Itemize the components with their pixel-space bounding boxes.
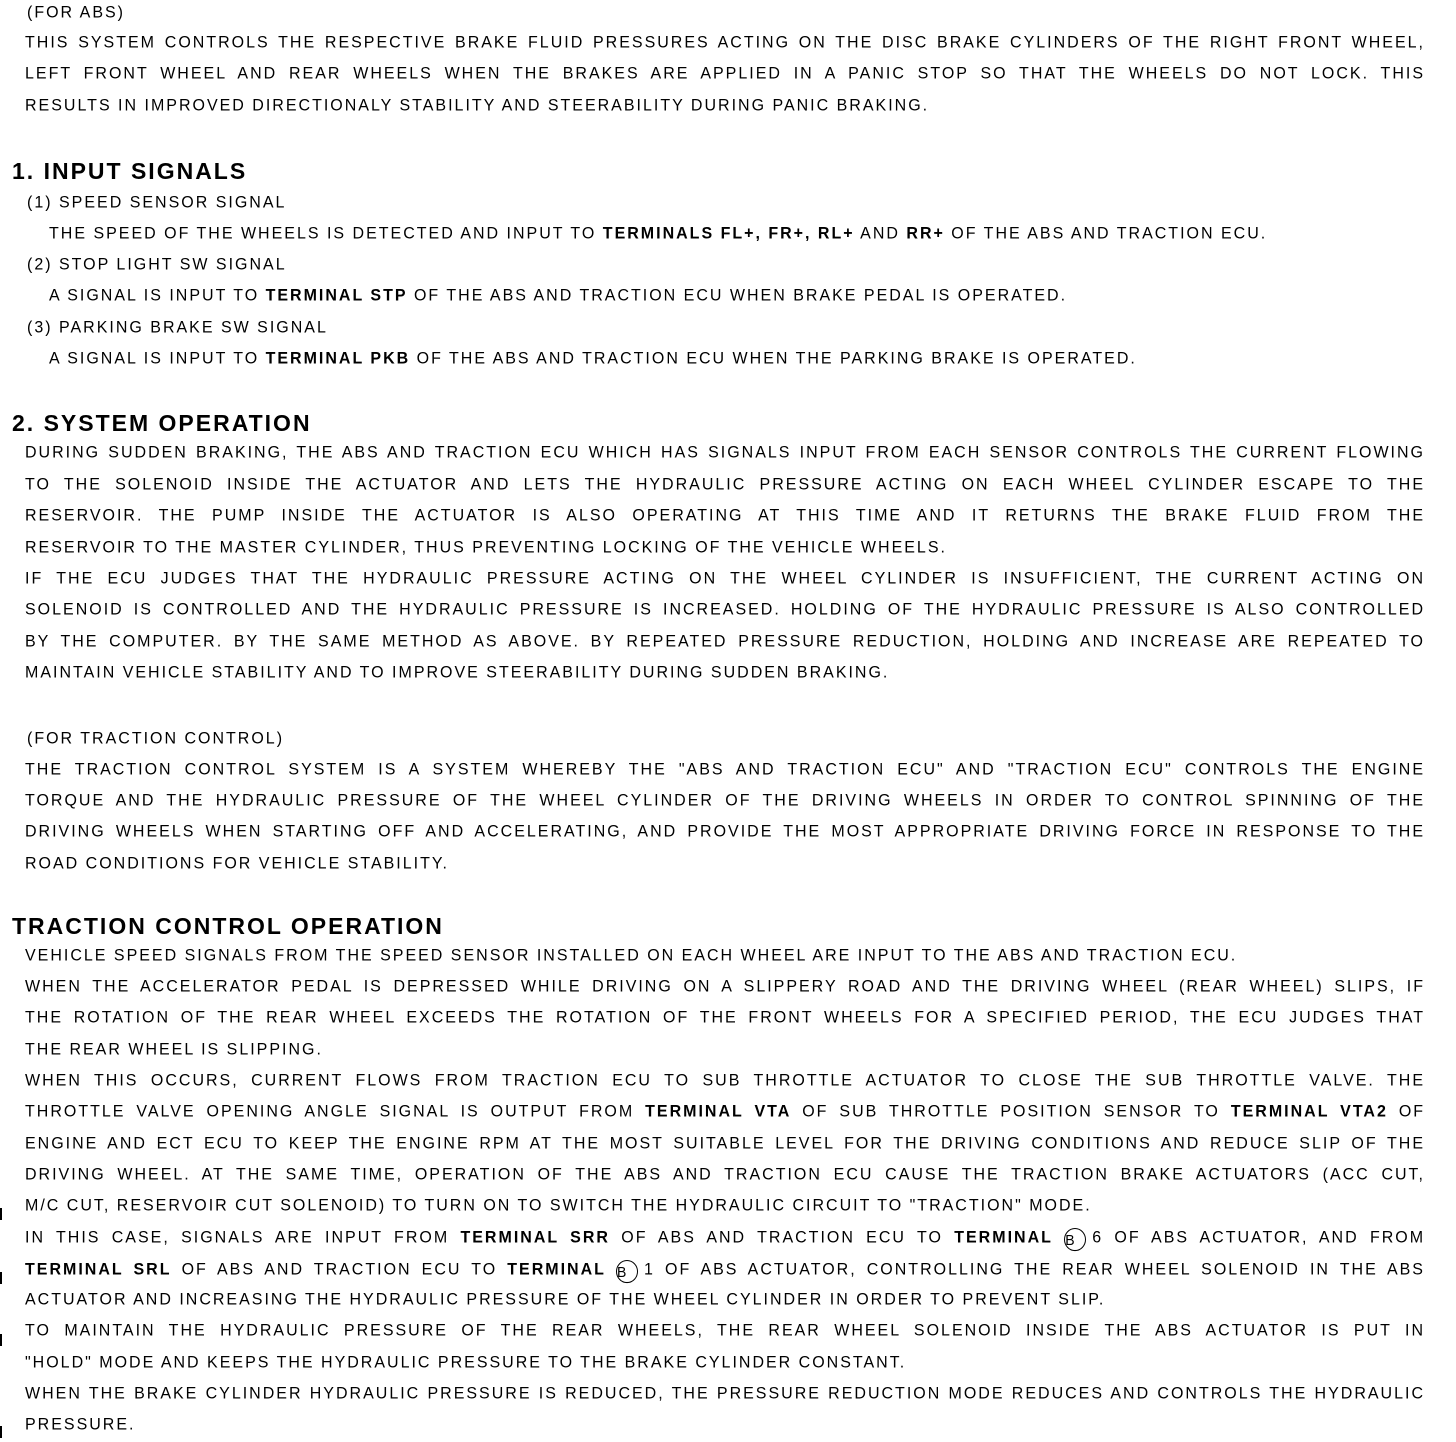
sysop-line-6: SOLENOID IS CONTROLLED AND THE HYDRAULIC PRESSURE IS INCREASED. HOLDING OF THE HYDRAULIC PRESSURE IS ALSO CONTROLLED: [25, 601, 1425, 619]
tco-line-9: M/C CUT, RESERVOIR CUT SOLENOID) TO TURN ON TO SWITCH THE HYDRAULIC CIRCUIT TO "TRACTION" MODE.: [25, 1197, 1092, 1215]
traction-section-label: (FOR TRACTION CONTROL): [27, 730, 285, 748]
tco-line-11-b: OF ABS AND TRACTION ECU TO: [181, 1261, 498, 1279]
tco-line-10: [25, 1228, 1425, 1251]
sysop-line-3: RESERVOIR. THE PUMP INSIDE THE ACTUATOR IS ALSO OPERATING AT THIS TIME AND IT RETURNS THE BRAKE FLUID FROM THE: [25, 507, 1425, 525]
intro-line-3: RESULTS IN IMPROVED DIRECTIONALY STABILITY AND STEERABILITY DURING PANIC BRAKING.: [25, 97, 930, 115]
tco-line-16: PRESSURE.: [25, 1416, 136, 1434]
tco-line-5: WHEN THIS OCCURS, CURRENT FLOWS FROM TRACTION ECU TO SUB THROTTLE ACTUATOR TO CLOSE THE SUB THROTTLE VALVE. THE: [25, 1072, 1425, 1090]
speed-sensor-title: (1) SPEED SENSOR SIGNAL: [27, 194, 287, 212]
stop-light-text: [49, 287, 1067, 306]
sysop-line-4: RESERVOIR TO THE MASTER CYLINDER, THUS PREVENTING LOCKING OF THE VEHICLE WHEELS.: [25, 539, 947, 557]
terminals-wheel-speed: TERMINALS FL+, FR+, RL+: [602, 225, 855, 243]
margin-tick-mark: [0, 1272, 2, 1284]
tco-line-14: "HOLD" MODE AND KEEPS THE HYDRAULIC PRESSURE TO THE BRAKE CYLINDER CONSTANT.: [25, 1354, 907, 1372]
traction-operation-heading: TRACTION CONTROL OPERATION: [12, 913, 444, 939]
tco-line-6-c: OF SUB THROTTLE POSITION SENSOR TO: [802, 1103, 1220, 1121]
system-operation-heading: 2. SYSTEM OPERATION: [12, 410, 312, 436]
tco-line-8: DRIVING WHEEL. AT THE SAME TIME, OPERATION OF THE ABS AND TRACTION ECU CAUSE THE TRACTION BRAKE ACTUATORS (ACC CUT,: [25, 1166, 1425, 1184]
sysop-line-1: DURING SUDDEN BRAKING, THE ABS AND TRACTION ECU WHICH HAS SIGNALS INPUT FROM EACH SENSOR CONTROLS THE CURRENT FLOWING: [25, 444, 1425, 462]
terminal-srr: TERMINAL SRR: [460, 1229, 610, 1247]
sysop-line-2: TO THE SOLENOID INSIDE THE ACTUATOR AND LETS THE HYDRAULIC PRESSURE ACTING ON EACH WHEEL CYLINDER ESCAPE TO THE: [25, 476, 1425, 494]
speed-sensor-text-e: OF THE ABS AND TRACTION ECU.: [951, 225, 1268, 243]
traction-intro-line-3: DRIVING WHEELS WHEN STARTING OFF AND ACCELERATING, AND PROVIDE THE MOST APPROPRIATE DRIVING FORCE IN RESPONSE TO THE: [25, 823, 1425, 841]
tco-line-12: ACTUATOR AND INCREASING THE HYDRAULIC PRESSURE OF THE WHEEL CYLINDER IN ORDER TO PREVENT SLIP.: [25, 1291, 1106, 1309]
tco-line-7: ENGINE AND ECT ECU TO KEEP THE ENGINE RPM AT THE MOST SUITABLE LEVEL FOR THE DRIVING CONDITIONS AND REDUCE SLIP OF THE: [25, 1135, 1425, 1153]
traction-intro-line-2: TORQUE AND THE HYDRAULIC PRESSURE OF THE WHEEL CYLINDER OF THE DRIVING WHEELS IN ORDER TO CONTROL SPINNING OF THE: [25, 792, 1425, 810]
stop-light-text-a: A SIGNAL IS INPUT TO: [49, 287, 260, 305]
tco-line-10-e: 6 OF ABS ACTUATOR, AND FROM: [1092, 1229, 1426, 1247]
sysop-line-5: IF THE ECU JUDGES THAT THE HYDRAULIC PRESSURE ACTING ON THE WHEEL CYLINDER IS INSUFFICIENT, THE CURRENT ACTING ON: [25, 570, 1425, 588]
stop-light-text-c: OF THE ABS AND TRACTION ECU WHEN BRAKE PEDAL IS OPERATED.: [413, 287, 1068, 305]
speed-sensor-text: [49, 225, 1267, 244]
parking-brake-text: [49, 350, 1137, 369]
terminal-srl: TERMINAL SRL: [25, 1261, 172, 1279]
tco-line-11: [25, 1260, 1425, 1283]
terminal-rr: RR+: [906, 225, 945, 243]
margin-tick-mark: [0, 1426, 2, 1438]
sysop-line-8: MAINTAIN VEHICLE STABILITY AND TO IMPROVE STEERABILITY DURING SUDDEN BRAKING.: [25, 664, 890, 682]
tco-line-15: WHEN THE BRAKE CYLINDER HYDRAULIC PRESSURE IS REDUCED, THE PRESSURE REDUCTION MODE REDUCES AND CONTROLS THE HYDRAULIC: [25, 1385, 1425, 1403]
tco-line-4: THE REAR WHEEL IS SLIPPING.: [25, 1041, 323, 1059]
tco-line-13: TO MAINTAIN THE HYDRAULIC PRESSURE OF THE REAR WHEELS, THE REAR WHEEL SOLENOID INSIDE THE ABS ACTUATOR IS PUT IN: [25, 1322, 1425, 1340]
tco-line-10-a: IN THIS CASE, SIGNALS ARE INPUT FROM: [25, 1229, 450, 1247]
parking-brake-text-a: A SIGNAL IS INPUT TO: [49, 350, 260, 368]
terminal-label-b1: TERMINAL: [507, 1261, 606, 1279]
connector-b-symbol: B: [616, 1260, 638, 1283]
speed-sensor-text-a: THE SPEED OF THE WHEELS IS DETECTED AND INPUT TO: [49, 225, 597, 243]
parking-brake-text-c: OF THE ABS AND TRACTION ECU WHEN THE PARKING BRAKE IS OPERATED.: [416, 350, 1137, 368]
terminal-vta: TERMINAL VTA: [645, 1103, 792, 1121]
traction-intro-line-4: ROAD CONDITIONS FOR VEHICLE STABILITY.: [25, 855, 449, 873]
tco-line-3: THE ROTATION OF THE REAR WHEEL EXCEEDS THE ROTATION OF THE FRONT WHEELS FOR A SPECIFIED PERIOD, THE ECU JUDGES THAT: [25, 1009, 1425, 1027]
stop-light-title: (2) STOP LIGHT SW SIGNAL: [27, 256, 287, 274]
tco-line-6: [25, 1103, 1425, 1122]
terminal-vta2: TERMINAL VTA2: [1230, 1103, 1388, 1121]
input-signals-heading: 1. INPUT SIGNALS: [12, 158, 248, 184]
tco-line-1: VEHICLE SPEED SIGNALS FROM THE SPEED SENSOR INSTALLED ON EACH WHEEL ARE INPUT TO THE ABS AND TRACTION ECU.: [25, 947, 1238, 965]
parking-brake-title: (3) PARKING BRAKE SW SIGNAL: [27, 319, 328, 337]
terminal-stp: TERMINAL STP: [265, 287, 408, 305]
tco-line-6-a: THROTTLE VALVE OPENING ANGLE SIGNAL IS OUTPUT FROM: [25, 1103, 635, 1121]
margin-tick-mark: [0, 1208, 2, 1220]
speed-sensor-text-c: AND: [860, 225, 900, 243]
tco-line-2: WHEN THE ACCELERATOR PEDAL IS DEPRESSED WHILE DRIVING ON A SLIPPERY ROAD AND THE DRIVING WHEEL (REAR WHEEL) SLIPS, IF: [25, 978, 1425, 996]
intro-line-1: THIS SYSTEM CONTROLS THE RESPECTIVE BRAKE FLUID PRESSURES ACTING ON THE DISC BRAKE CYLINDERS OF THE RIGHT FRONT WHEEL,: [25, 34, 1425, 52]
abs-section-label: (FOR ABS): [27, 4, 126, 22]
sysop-line-7: BY THE COMPUTER. BY THE SAME METHOD AS ABOVE. BY REPEATED PRESSURE REDUCTION, HOLDING AND INCREASE ARE REPEATED TO: [25, 633, 1425, 651]
terminal-pkb: TERMINAL PKB: [265, 350, 411, 368]
tco-line-10-c: OF ABS AND TRACTION ECU TO: [621, 1229, 943, 1247]
tco-line-11-d: 1 OF ABS ACTUATOR, CONTROLLING THE REAR WHEEL SOLENOID IN THE ABS: [644, 1261, 1425, 1279]
margin-tick-mark: [0, 1334, 2, 1346]
traction-intro-line-1: THE TRACTION CONTROL SYSTEM IS A SYSTEM WHEREBY THE "ABS AND TRACTION ECU" AND "TRACTION ECU" CONTROLS THE ENGINE: [25, 761, 1425, 779]
connector-b-symbol: B: [1064, 1228, 1086, 1251]
tco-line-6-e: OF: [1398, 1103, 1426, 1121]
intro-line-2: LEFT FRONT WHEEL AND REAR WHEELS WHEN THE BRAKES ARE APPLIED IN A PANIC STOP SO THAT THE WHEELS DO NOT LOCK. THIS: [25, 65, 1425, 83]
terminal-label-b6: TERMINAL: [954, 1229, 1053, 1247]
